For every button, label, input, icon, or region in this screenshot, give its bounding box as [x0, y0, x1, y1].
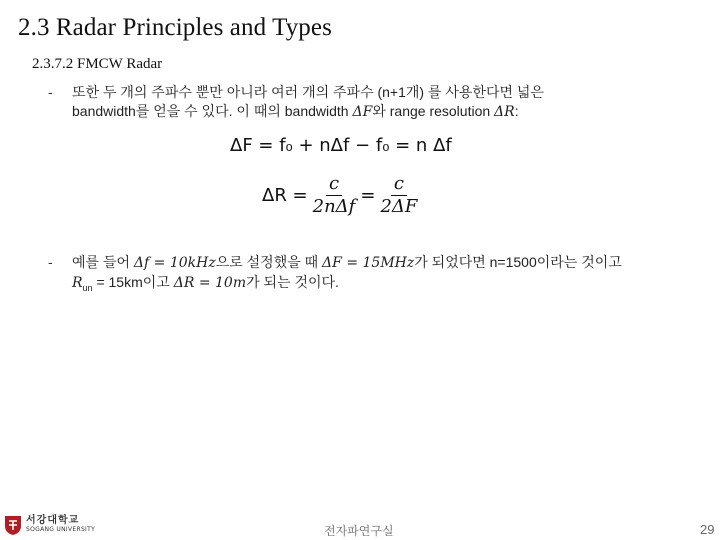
equation-range-resolution: ΔR = $\frac{c}{\text{2nΔf}}$ = $\frac{c}{2\Delta F}$ [262, 174, 422, 217]
bullet-1-line-1: 또한 두 개의 주파수 뿐만 아니라 여러 개의 주파수 (n+1개) 를 사용한다면 넓은 [72, 84, 544, 100]
footer-lab-name: 전자파연구실 [324, 524, 394, 538]
bullet-2-line-1: 예를 들어 Δf = 10kHz으로 설정했을 때 ΔF = 15MHz가 되었다면 n=1500이라는 것이고 [72, 254, 622, 271]
equation-bandwidth: ΔF = f₀ + nΔf − f₀ = n Δf [230, 135, 452, 156]
bullet-1-line-2: bandwidth를 얻을 수 있다. 이 때의 bandwidth ΔF와 range resolution ΔR: [72, 103, 519, 120]
bullet-marker: - [48, 254, 53, 270]
bullet-2-line-2: $R_{un} = 15km$이고 ΔR = 10m가 되는 것이다. [72, 274, 339, 293]
page-number: 29 [700, 522, 715, 537]
fraction-2: $\frac{c}{2\Delta F}$ [380, 173, 418, 217]
shield-icon [4, 514, 22, 536]
bullet-marker: - [48, 84, 53, 100]
fraction-1: $\frac{c}{\text{2nΔf}}$ [312, 173, 356, 217]
section-heading: 2.3.7.2 FMCW Radar [32, 56, 163, 72]
slide-title: 2.3 Radar Principles and Types [18, 14, 332, 41]
university-logo: 서강대학교 SOGANG UNIVERSITY [4, 514, 95, 536]
